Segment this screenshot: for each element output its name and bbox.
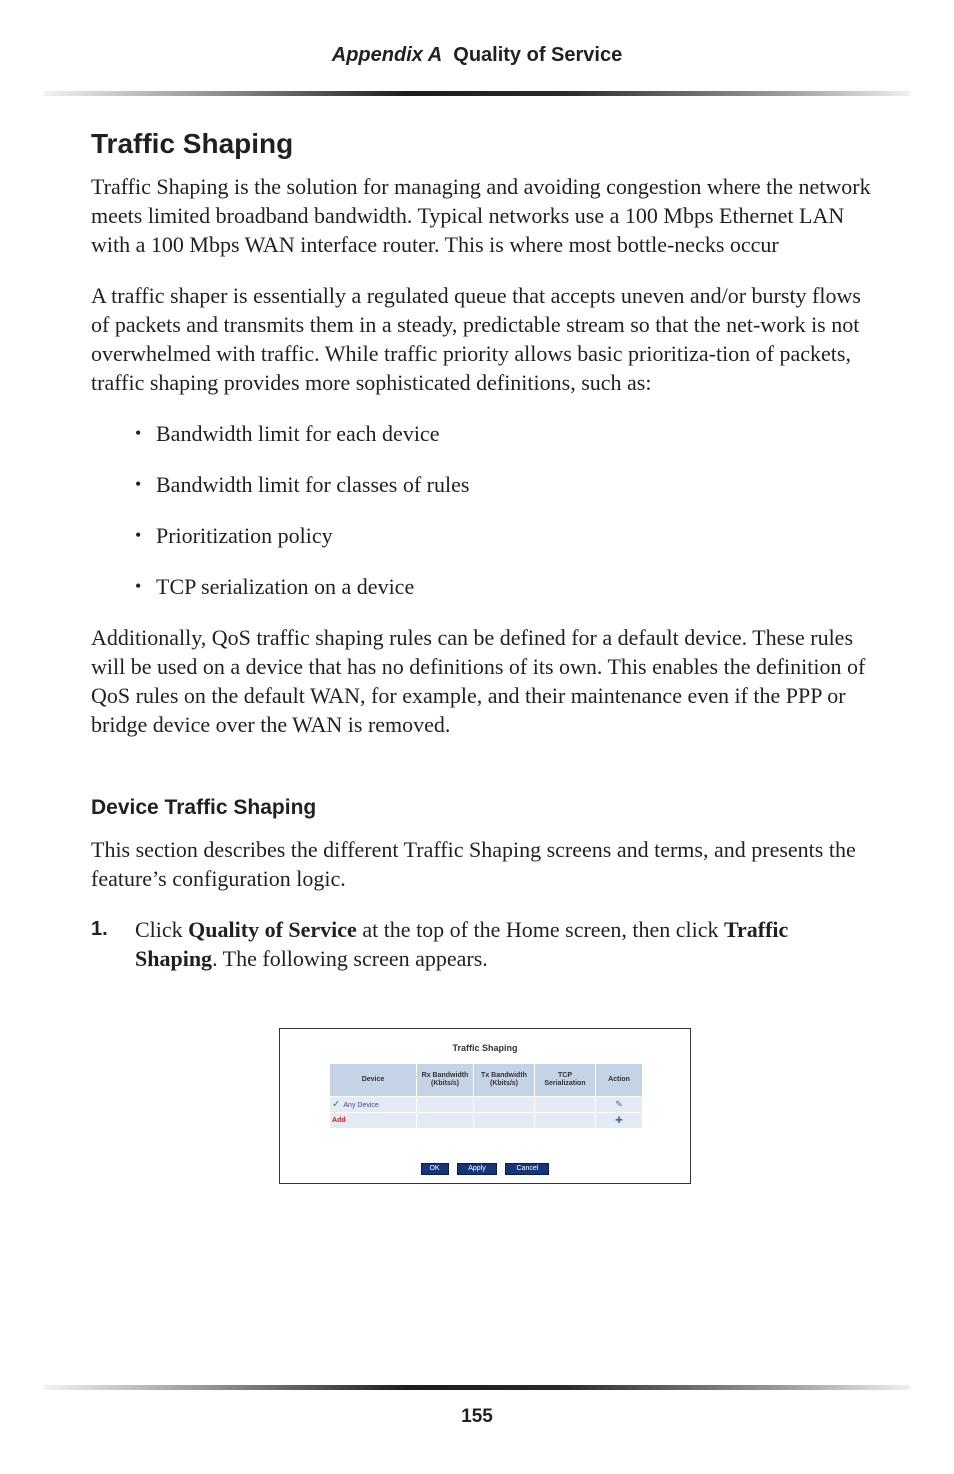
list-item: • Prioritization policy bbox=[135, 523, 333, 548]
step-number: 1. bbox=[91, 918, 108, 940]
apply-button[interactable]: Apply bbox=[457, 1163, 497, 1175]
add-icon[interactable]: ✚ bbox=[596, 1113, 643, 1129]
header-appendix: Appendix A bbox=[331, 44, 443, 66]
step-1 bbox=[91, 915, 871, 973]
tcp-cell bbox=[535, 1097, 596, 1113]
table-row bbox=[330, 1113, 643, 1129]
list-item: • Bandwidth limit for classes of rules bbox=[135, 472, 470, 497]
tx-cell bbox=[474, 1097, 535, 1113]
ok-button[interactable]: OK bbox=[421, 1163, 449, 1175]
intro-paragraph: Traffic Shaping is the solution for managing and avoiding congestion where the network meets limited broadband bandwidth. Typical networks use a 100 Mbps Ethernet LAN with a 100 Mbps WAN interface router. This is where most bottle-necks occur bbox=[91, 174, 871, 257]
column-header: TCP Serialization bbox=[535, 1064, 596, 1097]
tx-cell bbox=[474, 1113, 535, 1129]
traffic-shaping-table bbox=[329, 1063, 643, 1129]
shaper-paragraph: A traffic shaper is essentially a regulated queue that accepts uneven and/or bursty flows of packets and transmits them in a steady, predictable stream so that the net-work is not overwhelmed with traffic. While traffic priority allows basic prioritiza-tion of packets, traffic shaping provides more sophisticated definitions, such as: bbox=[91, 283, 861, 395]
page-content bbox=[91, 126, 871, 973]
column-header: Action bbox=[596, 1064, 643, 1097]
column-header: Tx Bandwidth (Kbits/s) bbox=[474, 1064, 535, 1097]
section-title: Traffic Shaping bbox=[91, 128, 294, 159]
device-cell bbox=[330, 1097, 417, 1113]
any-device-link[interactable]: Any Device bbox=[343, 1102, 379, 1109]
footer-rule bbox=[44, 1385, 910, 1390]
rx-cell bbox=[417, 1113, 474, 1129]
feature-list bbox=[91, 419, 871, 601]
subsection-paragraph: This section describes the different Traffic Shaping screens and terms, and presents the feature’s configuration logic. bbox=[91, 837, 856, 891]
tcp-cell bbox=[535, 1113, 596, 1129]
column-header: Device bbox=[330, 1064, 417, 1097]
subsection-title: Device Traffic Shaping bbox=[91, 796, 317, 819]
edit-icon[interactable]: ✎ bbox=[596, 1097, 643, 1113]
header-rule bbox=[44, 91, 910, 96]
cancel-button[interactable]: Cancel bbox=[505, 1163, 549, 1175]
rx-cell bbox=[417, 1097, 474, 1113]
list-item: • Bandwidth limit for each device bbox=[135, 421, 440, 446]
list-item: • TCP serialization on a device bbox=[135, 574, 415, 599]
running-header bbox=[0, 44, 954, 67]
header-chapter: Quality of Service bbox=[453, 44, 623, 66]
default-device-paragraph: Additionally, QoS traffic shaping rules can be defined for a default device. These rules will be used on a device that has no definitions of its own. This enables the definition of QoS rules on the default WAN, for example, and their maintenance even if the PPP or bridge device over the WAN is removed. bbox=[91, 625, 866, 737]
column-header: Rx Bandwidth (Kbits/s) bbox=[417, 1064, 474, 1097]
check-icon: ✓ bbox=[332, 1099, 341, 1110]
table-row bbox=[330, 1097, 643, 1113]
add-link[interactable]: Add bbox=[332, 1117, 346, 1124]
screenshot-title: Traffic Shaping bbox=[452, 1043, 518, 1053]
button-bar bbox=[280, 1157, 690, 1175]
page-number: 155 bbox=[461, 1406, 493, 1427]
device-cell bbox=[330, 1113, 417, 1129]
traffic-shaping-screenshot bbox=[279, 1028, 691, 1184]
step-text: Click Quality of Service at the top of the Home screen, then click Traffic Shaping. The following screen appears. bbox=[135, 917, 789, 971]
